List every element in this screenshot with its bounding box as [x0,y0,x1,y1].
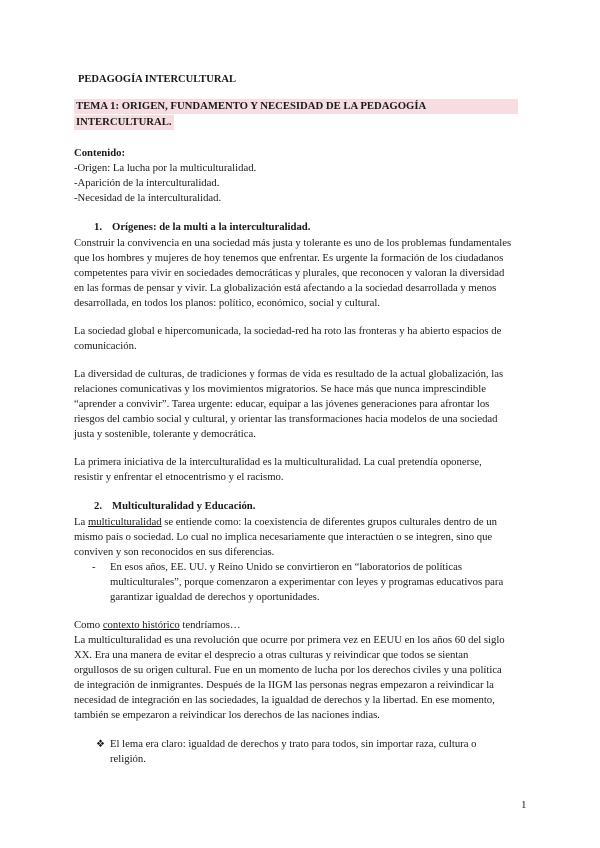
page-number: 1 [521,799,527,811]
document-title: PEDAGOGÍA INTERCULTURAL [78,74,237,85]
section-1-heading [94,220,310,235]
paragraph-line: riesgos del cambio social y cultural, y orientar las transformaciones hacia modelos de una sociedad [74,413,498,425]
contenido-item: -Origen: La lucha por la multiculturalidad. [74,162,257,174]
tema-heading-line-1: TEMA 1: ORIGEN, FUNDAMENTO Y NECESIDAD DE LA PEDAGOGÍA [74,99,518,114]
bullet-line: multiculturales”, porque comenzaron a experimentar con leyes y programas educativos para [110,576,504,588]
bullet-line: religión. [110,753,146,765]
paragraph-line: comunicación. [74,340,137,352]
paragraph-line: también se empezaron a reivindicar los derechos de las naciones indias. [74,709,380,721]
paragraph-line: resistir y enfrentar el etnocentrismo y el racismo. [74,471,284,483]
paragraph-line: en las formas de pensar y vivir. La globalización está afectando a la sociedad desarrollada y menos [74,282,497,294]
tema-heading-line-2: INTERCULTURAL. [76,116,172,128]
contenido-item: -Aparición de la interculturalidad. [74,177,220,189]
section-2-heading [94,499,255,514]
bullet-line: garantizar igualdad de derechos y oportunidades. [110,591,320,603]
section-number: 2. [94,500,103,512]
section-number: 1. [94,221,103,233]
paragraph-line: “aprender a convivir”. Tarea urgente: educar, equipar a las jóvenes generaciones para afrontar los [74,398,490,410]
paragraph-line: conviven y son reconocidos en sus diferencias. [74,546,275,558]
paragraph-line: Como contexto histórico tendríamos… [74,619,241,631]
paragraph-line: necesidad de integración en las sociedades, la igualdad de derechos y la libertad. En ese momento, [74,694,495,706]
paragraph-line: mismo país o sociedad. Lo cual no implica necesariamente que interactúen o se integren, sino que [74,531,493,543]
paragraph-line: Construir la convivencia en una sociedad más justa y tolerante es uno de los problemas fundamentales [74,237,512,249]
paragraph-line: orgullosos de su origen cultural. Fue en un momento de lucha por los derechos civiles y una política [74,664,502,676]
diamond-bullet-icon: ❖ [96,739,105,750]
paragraph-line: de integración de inmigrantes. Después de la IIGM las personas negras empezaron a reivindicar la [74,679,494,691]
paragraph-line: desarrollada, en todos los planos: político, económico, social y cultural. [74,297,381,309]
dash-bullet: - [92,561,96,573]
paragraph-line: La multiculturalidad se entiende como: la coexistencia de diferentes grupos culturales dentro de un [74,516,497,528]
underlined-term: contexto histórico [102,619,180,631]
bullet-line: En esos años, EE. UU. y Reino Unido se convirtieron en “laboratorios de políticas [110,561,463,573]
section-title: Multiculturalidad y Educación. [112,500,256,512]
paragraph-line: XX. Era una manera de evitar el desprecio a otras culturas y reivindicar que todos se sientan [74,649,469,661]
contenido-heading: Contenido: [74,147,126,159]
paragraph-line: La multiculturalidad es una revolución que ocurre por primera vez en EEUU en los años 60 del siglo [74,634,505,646]
contenido-item: -Necesidad de la interculturalidad. [74,192,222,204]
underlined-term: multiculturalidad [87,516,162,528]
paragraph-line: justa y sostenible, tolerante y democrática. [74,428,256,440]
paragraph-line: La sociedad global e hipercomunicada, la sociedad-red ha roto las fronteras y ha abierto espacios de [74,325,502,337]
section-title: Orígenes: de la multi a la interculturalidad. [112,221,311,233]
paragraph-line: La diversidad de culturas, de tradiciones y formas de vida es resultado de la actual globalización, las [74,368,504,380]
paragraph-line: que los hombres y mujeres de hoy tenemos que enfrentar. Es urgente la formación de los ciudadanos [74,252,504,264]
paragraph-line: competentes para vivir en sociedades democráticas y plurales, que reconocen y valoran la diversidad [74,267,505,279]
paragraph-line: La primera iniciativa de la interculturalidad es la multiculturalidad. La cual pretendía oponerse, [74,456,482,468]
paragraph-line: relaciones comunicativas y los movimientos migratorios. Se hace más que nunca imprescindible [74,383,486,395]
bullet-line: El lema era claro: igualdad de derechos y trato para todos, sin importar raza, cultura o [110,738,477,750]
